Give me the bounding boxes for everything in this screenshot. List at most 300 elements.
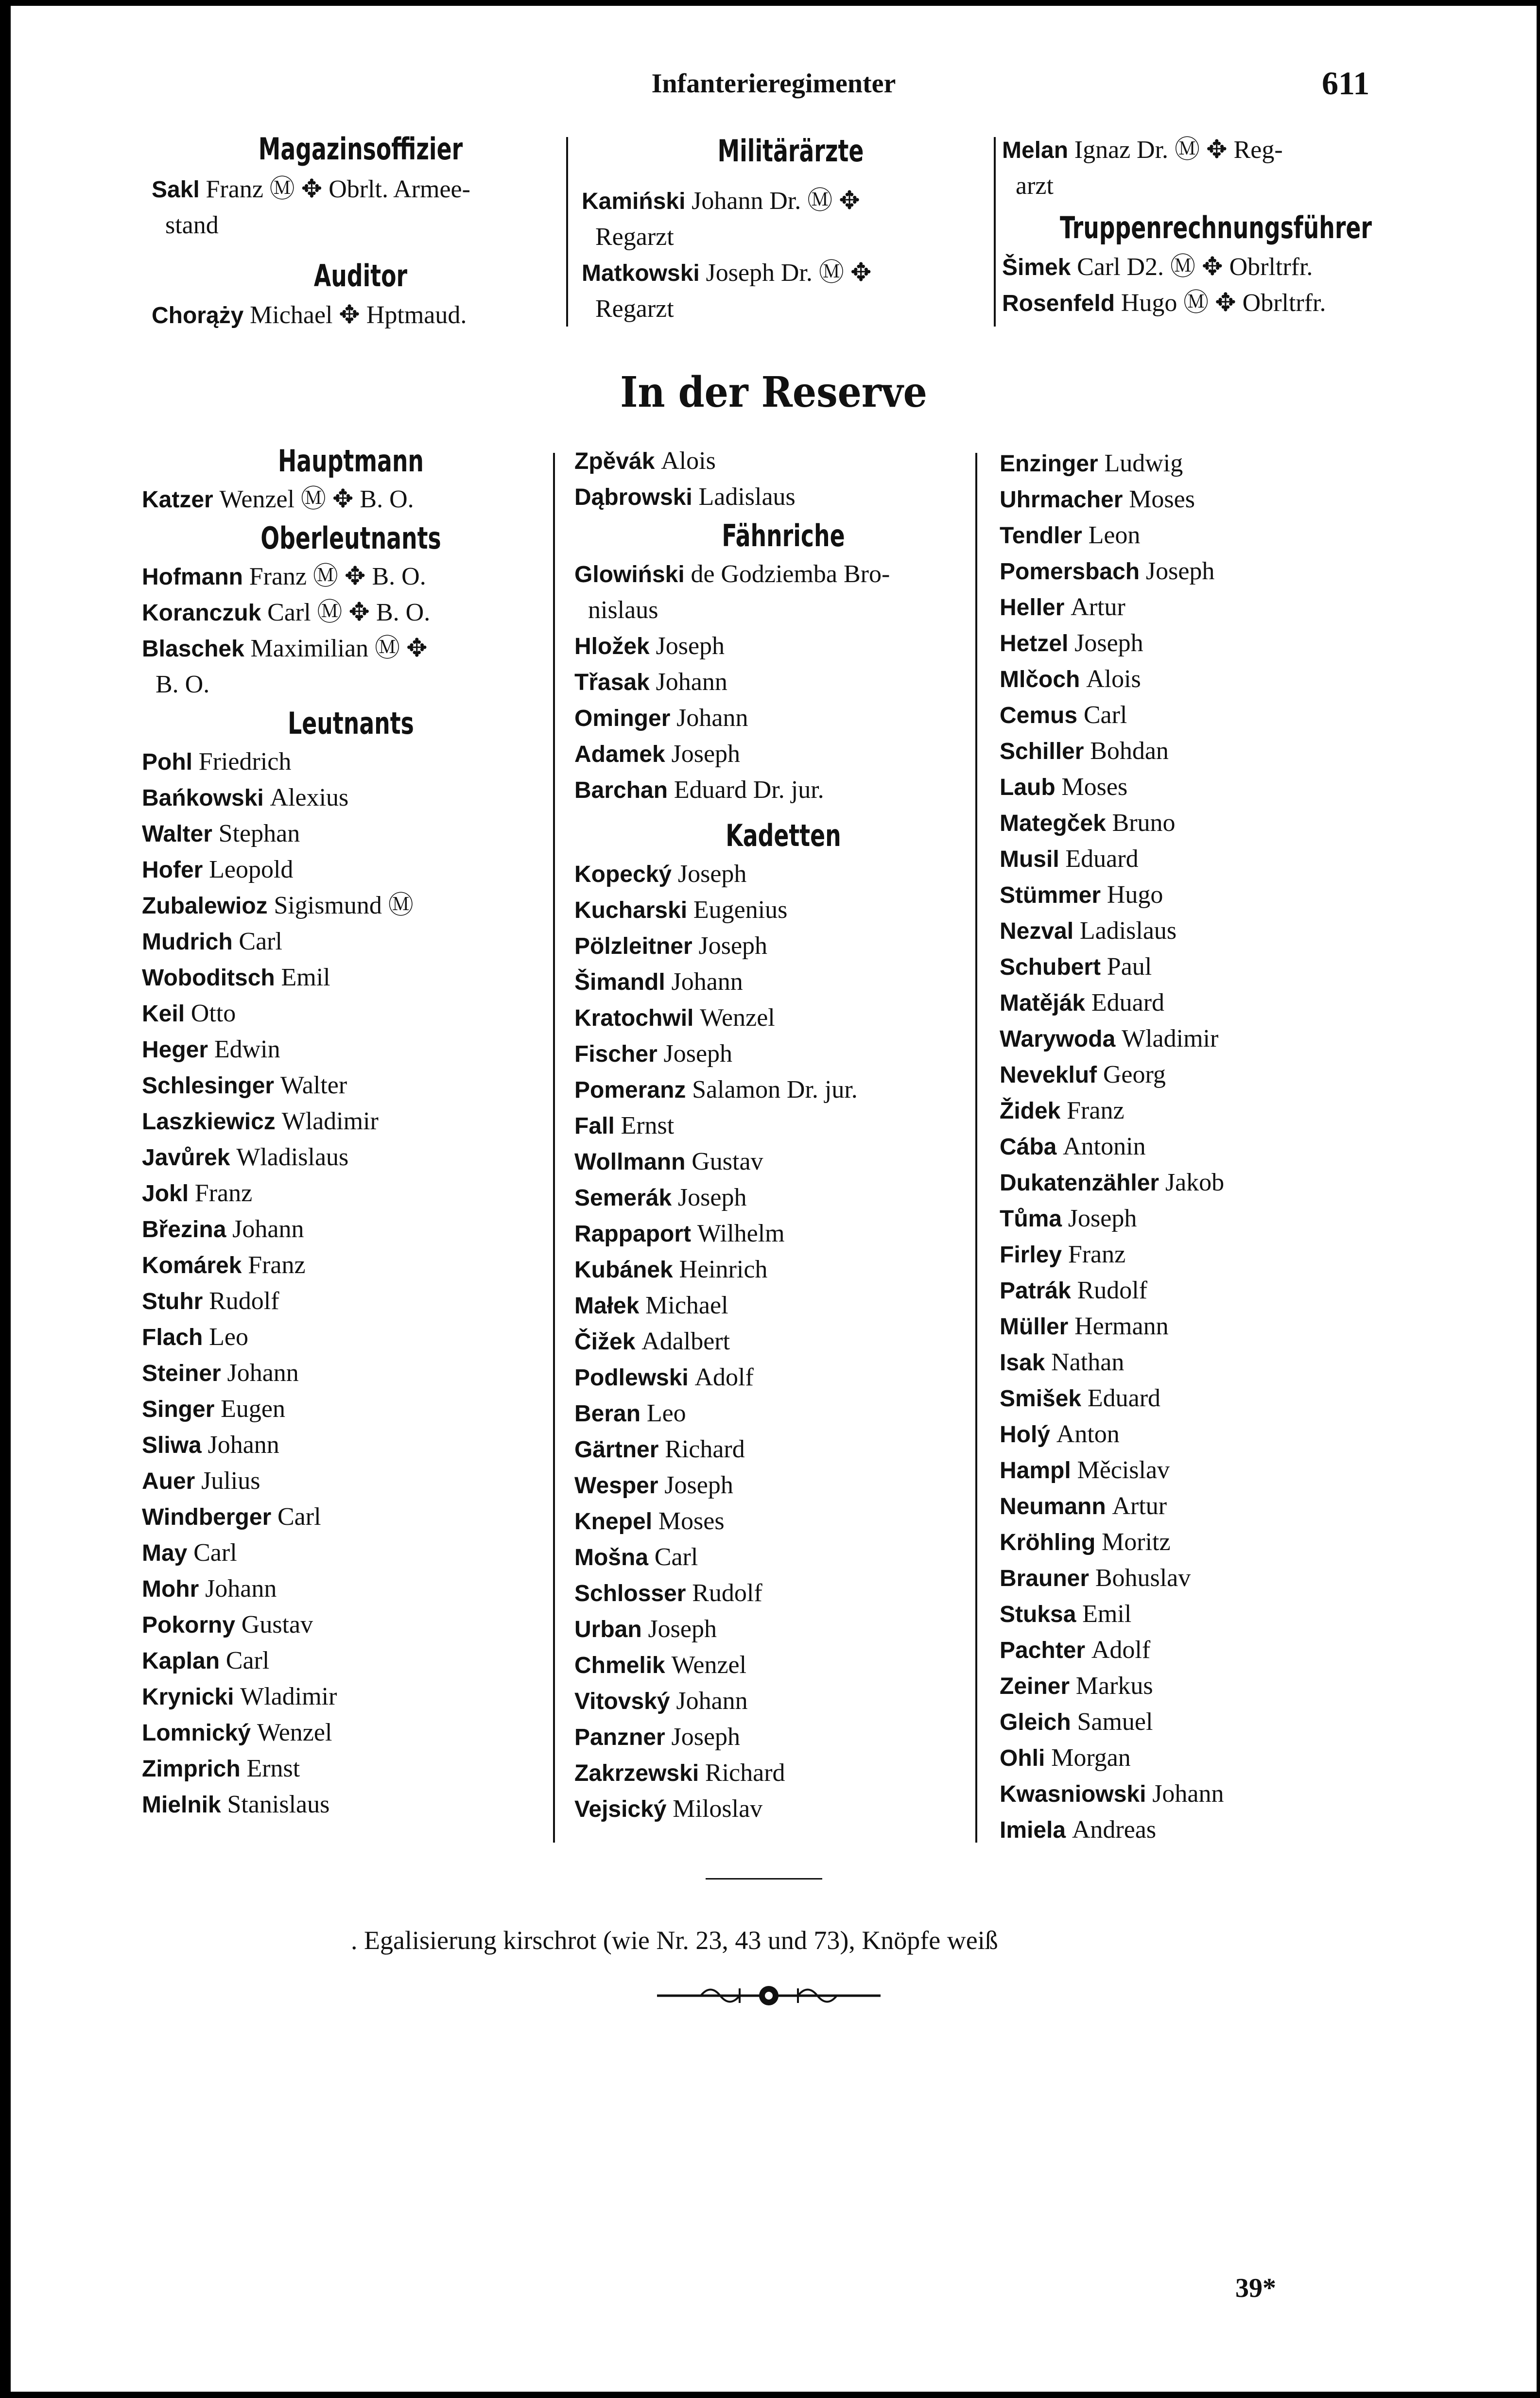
given-name: Salamon xyxy=(692,1076,781,1104)
surname: Jokl xyxy=(142,1181,189,1207)
list-entry xyxy=(582,291,1000,327)
entry-details: ✥ Hptmaud. xyxy=(339,301,467,329)
surname: Knepel xyxy=(574,1509,653,1535)
given-name: Franz xyxy=(206,175,263,203)
given-name: Carl xyxy=(193,1539,237,1567)
entries-reserve-col3 xyxy=(1000,446,1427,1848)
list-entry xyxy=(142,1068,560,1104)
surname: Gärtner xyxy=(574,1437,659,1463)
list-entry xyxy=(1000,1345,1427,1380)
list-entry xyxy=(142,559,560,595)
list-entry xyxy=(574,1647,992,1683)
heading-kadetten: Kadetten xyxy=(726,818,841,853)
surname: Pokorny xyxy=(142,1612,236,1638)
surname: Krynicki xyxy=(142,1684,234,1710)
given-name: Franz xyxy=(249,563,307,590)
surname: Dukatenzähler xyxy=(1000,1170,1159,1196)
entries-melan xyxy=(1002,132,1430,204)
given-name: Walter xyxy=(280,1071,347,1099)
list-entry xyxy=(142,1751,560,1787)
given-name: Alois xyxy=(1086,665,1141,693)
list-entry xyxy=(142,924,560,960)
given-name: Leo xyxy=(209,1323,248,1351)
given-name: Ernst xyxy=(621,1112,675,1139)
surname: Hložek xyxy=(574,634,650,659)
list-entry xyxy=(1000,661,1427,697)
given-name: Johann xyxy=(227,1359,299,1387)
entry-details: Ⓜ ✥ B. O. xyxy=(312,563,426,590)
list-entry xyxy=(574,892,992,928)
surname: Kamiński xyxy=(582,189,686,214)
given-name: Ladislaus xyxy=(698,483,796,511)
top-column-1 xyxy=(152,131,570,333)
list-entry xyxy=(574,1539,992,1575)
given-name: Michael xyxy=(250,301,333,329)
surname: Mohr xyxy=(142,1576,199,1602)
surname: Bańkowski xyxy=(142,785,264,811)
given-name: Eduard xyxy=(1087,1384,1161,1412)
surname: Kopecký xyxy=(574,862,672,887)
list-entry xyxy=(142,780,560,816)
surname: Steiner xyxy=(142,1361,221,1386)
given-name: Eduard xyxy=(1091,989,1165,1017)
given-name: Hugo xyxy=(1107,881,1163,909)
given-name: Johann xyxy=(656,668,727,696)
entry-details: Dr. Ⓜ ✥ xyxy=(780,259,872,287)
page-number: 611 xyxy=(1322,65,1370,102)
surname: Hetzel xyxy=(1000,631,1069,656)
given-name: Eduard xyxy=(1065,845,1139,873)
list-entry xyxy=(1000,1560,1427,1596)
surname: Gleich xyxy=(1000,1709,1071,1735)
list-entry xyxy=(574,1791,992,1827)
surname: Zeiner xyxy=(1000,1673,1070,1699)
list-entry xyxy=(1000,1668,1427,1704)
surname: Singer xyxy=(142,1397,215,1422)
list-entry xyxy=(142,1211,560,1247)
entry-details: Dr. jur. xyxy=(786,1076,858,1104)
given-name: Joseph xyxy=(677,860,747,888)
surname: Pachter xyxy=(1000,1638,1086,1663)
list-entry xyxy=(574,1683,992,1719)
entries-hauptmann xyxy=(142,482,560,518)
given-name: Bohdan xyxy=(1090,737,1169,765)
surname: Komárek xyxy=(142,1253,242,1278)
given-name: Johann xyxy=(671,968,743,996)
surname: Beran xyxy=(574,1401,641,1427)
given-name: Stephan xyxy=(218,820,300,847)
surname: Kwasniowski xyxy=(1000,1781,1146,1807)
surname: Sliwa xyxy=(142,1432,202,1458)
list-entry xyxy=(574,628,992,664)
surname: Fischer xyxy=(574,1041,658,1067)
entries-militaeraerzte xyxy=(582,183,1000,327)
heading-oberleutnants: Oberleutnants xyxy=(260,520,441,556)
list-entry xyxy=(574,1611,992,1647)
given-name: Jakob xyxy=(1165,1169,1225,1196)
surname: Laub xyxy=(1000,775,1056,800)
given-name: stand xyxy=(165,211,219,239)
list-entry xyxy=(574,1216,992,1252)
list-entry xyxy=(574,1324,992,1360)
surname: Patrák xyxy=(1000,1278,1071,1304)
surname: Tendler xyxy=(1000,523,1082,549)
list-entry xyxy=(1000,1021,1427,1057)
given-name: Carl xyxy=(277,1503,321,1531)
given-name: Rudolf xyxy=(209,1287,279,1315)
list-entry xyxy=(152,297,570,333)
list-entry xyxy=(142,1715,560,1751)
list-entry xyxy=(1000,1201,1427,1237)
given-name: Regarzt xyxy=(595,223,674,251)
surname: Windberger xyxy=(142,1504,272,1530)
surname: Hofer xyxy=(142,857,203,883)
list-entry xyxy=(1000,1632,1427,1668)
given-name: Paul xyxy=(1107,953,1152,981)
list-entry xyxy=(142,1104,560,1139)
list-entry xyxy=(142,631,560,667)
entries-faehnriche xyxy=(574,556,992,808)
given-name: Franz xyxy=(194,1179,253,1207)
list-entry xyxy=(1000,1740,1427,1776)
ornament-divider xyxy=(657,1979,881,2013)
column-rule xyxy=(994,137,996,327)
surname: Stuhr xyxy=(142,1289,203,1314)
list-entry xyxy=(574,1360,992,1396)
surname: Panzner xyxy=(574,1725,665,1750)
surname: Schlesinger xyxy=(142,1073,275,1099)
list-entry xyxy=(142,1787,560,1823)
given-name: Wilhelm xyxy=(697,1220,785,1247)
given-name: Ignaz xyxy=(1074,136,1131,164)
surname: Kröhling xyxy=(1000,1530,1096,1555)
surname: Chmelik xyxy=(574,1653,665,1678)
entry-details: Ⓜ ✥ Obrlt. Armee- xyxy=(269,175,470,203)
surname: Keil xyxy=(142,1001,185,1027)
surname: Židek xyxy=(1000,1098,1061,1124)
given-name: Julius xyxy=(201,1467,260,1495)
entry-details: D2. Ⓜ ✥ Obrltrfr. xyxy=(1126,253,1313,281)
list-entry xyxy=(142,1607,560,1643)
given-name: Gustav xyxy=(692,1148,763,1175)
given-name: Joseph xyxy=(656,632,725,660)
list-entry xyxy=(1000,1452,1427,1488)
heading-militaeraerzte: Militärärzte xyxy=(717,133,864,169)
surname: Fall xyxy=(574,1113,615,1139)
given-name: Leo xyxy=(646,1399,686,1427)
list-entry xyxy=(574,700,992,736)
list-entry xyxy=(582,183,1000,219)
surname: Vitovský xyxy=(574,1689,670,1714)
footnote: . Egalisierung kirschrot (wie Nr. 23, 43 und 73), Knöpfe weiß xyxy=(351,1926,998,1955)
list-entry xyxy=(574,1396,992,1432)
list-entry xyxy=(1000,1488,1427,1524)
given-name: Joseph xyxy=(1074,629,1143,657)
list-entry xyxy=(1000,841,1427,877)
list-entry xyxy=(574,856,992,892)
column-rule xyxy=(566,137,568,327)
given-name: Joseph xyxy=(698,932,768,960)
reserve-column-1 xyxy=(142,443,560,1823)
given-name: Wenzel xyxy=(671,1651,747,1679)
surname: Schlosser xyxy=(574,1581,686,1606)
surname: Uhrmacher xyxy=(1000,487,1123,513)
surname: Sakl xyxy=(152,177,200,203)
given-name: Wladimir xyxy=(281,1107,379,1135)
entries-auditor xyxy=(152,297,570,333)
surname: Semerák xyxy=(574,1185,672,1211)
surname: Flach xyxy=(142,1325,203,1350)
entries-magazinsoffizier xyxy=(152,172,570,243)
given-name: Moses xyxy=(658,1507,725,1535)
surname: Stuksa xyxy=(1000,1602,1076,1627)
surname: May xyxy=(142,1540,188,1566)
list-entry xyxy=(142,1571,560,1607)
entry-details: Dr. Ⓜ ✥ xyxy=(769,187,860,215)
list-entry xyxy=(1000,589,1427,625)
surname: Nezval xyxy=(1000,918,1074,944)
given-name: Hugo xyxy=(1121,289,1177,317)
given-name: Leopold xyxy=(209,856,294,883)
heading-truppenrechnungsfuehrer: Truppenrechnungsführer xyxy=(1060,210,1372,245)
surname: Wesper xyxy=(574,1473,658,1499)
given-name: Morgan xyxy=(1051,1744,1131,1772)
surname: Laszkiewicz xyxy=(142,1109,276,1135)
given-name: Regarzt xyxy=(595,295,674,323)
surname: Smišek xyxy=(1000,1386,1082,1412)
surname: Melan xyxy=(1002,138,1069,163)
heading-auditor: Auditor xyxy=(313,258,408,293)
given-name: Friedrich xyxy=(198,748,292,776)
given-name: Johann xyxy=(1152,1780,1224,1808)
list-entry xyxy=(574,772,992,808)
list-entry xyxy=(1000,1776,1427,1812)
heading-hauptmann: Hauptmann xyxy=(278,443,424,479)
list-entry xyxy=(142,1139,560,1175)
surname: Kucharski xyxy=(574,897,688,923)
surname: Mošna xyxy=(574,1545,649,1570)
surname: Ominger xyxy=(574,706,671,731)
given-name: Johann xyxy=(676,704,748,732)
list-entry xyxy=(1000,1309,1427,1345)
surname: Enzinger xyxy=(1000,451,1098,477)
given-name: Wenzel xyxy=(219,485,295,513)
entry-details: Ⓜ ✥ xyxy=(374,635,428,662)
surname: Kaplan xyxy=(142,1648,220,1674)
list-entry xyxy=(574,664,992,700)
surname: Hampl xyxy=(1000,1458,1071,1484)
given-name: Leon xyxy=(1088,521,1141,549)
list-entry xyxy=(1000,1165,1427,1201)
given-name: Johann xyxy=(208,1431,279,1459)
given-name: Nathan xyxy=(1051,1348,1125,1376)
given-name: Joseph xyxy=(1145,557,1215,585)
given-name: Franz xyxy=(248,1251,306,1279)
list-entry xyxy=(1000,805,1427,841)
given-name: Měcislav xyxy=(1077,1456,1170,1484)
given-name: Moritz xyxy=(1102,1528,1171,1556)
given-name: Johann xyxy=(676,1687,748,1715)
surname: Cába xyxy=(1000,1134,1057,1160)
list-entry xyxy=(574,479,992,515)
surname: Zubalewioz xyxy=(142,893,268,919)
surname: Adamek xyxy=(574,742,665,767)
list-entry xyxy=(1000,733,1427,769)
list-entry xyxy=(142,1391,560,1427)
entry-details: Ⓜ ✥ B. O. xyxy=(300,485,414,513)
surname: Březina xyxy=(142,1217,226,1242)
list-entry xyxy=(574,556,992,592)
column-rule xyxy=(975,453,977,1843)
list-entry xyxy=(1000,769,1427,805)
list-entry xyxy=(1000,553,1427,589)
list-entry xyxy=(142,1319,560,1355)
surname: Warywoda xyxy=(1000,1026,1116,1052)
given-name: nislaus xyxy=(588,596,658,624)
list-entry xyxy=(1000,1273,1427,1309)
given-name: Moses xyxy=(1129,485,1195,513)
surname: Lomnický xyxy=(142,1720,251,1746)
surname: Woboditsch xyxy=(142,965,275,991)
surname: Heller xyxy=(1000,595,1065,621)
surname: Pölzleitner xyxy=(574,933,692,959)
given-name: Joseph xyxy=(706,259,775,287)
given-name: Carl xyxy=(1083,701,1127,729)
surname: Čižek xyxy=(574,1329,636,1355)
reserve-heading: In der Reserve xyxy=(620,368,927,417)
given-name: de xyxy=(691,560,715,588)
entry-details: Dr. jur. xyxy=(753,776,824,804)
surname: Matěják xyxy=(1000,990,1086,1016)
list-entry xyxy=(574,443,992,479)
surname: Mielnik xyxy=(142,1792,221,1818)
given-name: Joseph xyxy=(663,1040,733,1068)
given-name: Wladislaus xyxy=(236,1143,349,1171)
reserve-column-2 xyxy=(574,443,992,1827)
given-name: Samuel xyxy=(1077,1708,1153,1736)
given-name: Richard xyxy=(705,1759,785,1787)
list-entry xyxy=(142,667,560,703)
given-name: Joseph xyxy=(648,1615,717,1643)
given-name: Moses xyxy=(1061,773,1128,801)
surname: Kratochwil xyxy=(574,1005,694,1031)
surname: Mudrich xyxy=(142,929,233,955)
given-name: Adalbert xyxy=(641,1328,730,1355)
surname: Heger xyxy=(142,1037,208,1063)
surname: Mategček xyxy=(1000,811,1106,836)
surname: Barchan xyxy=(574,777,668,803)
given-name: Adolf xyxy=(694,1363,754,1391)
separator-rule xyxy=(706,1878,822,1880)
given-name: Joseph xyxy=(1068,1205,1137,1232)
entries-oberleutnants xyxy=(142,559,560,703)
list-entry xyxy=(574,1108,992,1144)
given-name: Eugen xyxy=(221,1395,285,1423)
given-name: Wladimir xyxy=(240,1683,337,1710)
entry-details: Ⓜ ✥ Obrltrfr. xyxy=(1183,289,1326,317)
list-entry xyxy=(1000,482,1427,518)
list-entry xyxy=(142,1535,560,1571)
given-name: Carl xyxy=(239,928,282,955)
given-name: Johann xyxy=(205,1575,277,1603)
given-name: Bohuslav xyxy=(1095,1564,1191,1592)
given-name: Edwin xyxy=(214,1035,280,1063)
given-name: arzt xyxy=(1016,172,1054,200)
list-entry xyxy=(582,255,1000,291)
surname: Pomeranz xyxy=(574,1077,686,1103)
reserve-column-3 xyxy=(1000,446,1427,1848)
running-head: Infanterieregimenter xyxy=(651,69,896,99)
given-name: Johann xyxy=(692,187,763,215)
surname: Isak xyxy=(1000,1350,1045,1376)
surname: Musil xyxy=(1000,846,1059,872)
given-name: Emil xyxy=(281,964,330,991)
top-column-3 xyxy=(1002,132,1430,321)
list-entry xyxy=(1000,1380,1427,1416)
surname: Nevekluf xyxy=(1000,1062,1097,1088)
list-entry xyxy=(142,1283,560,1319)
list-entry xyxy=(574,1036,992,1072)
list-entry xyxy=(574,1719,992,1755)
list-entry xyxy=(152,207,570,243)
list-entry xyxy=(1002,285,1430,321)
list-entry xyxy=(1000,913,1427,949)
list-entry xyxy=(1000,1129,1427,1165)
top-column-2 xyxy=(582,133,1000,327)
signature-mark: 39* xyxy=(1235,2273,1276,2303)
list-entry xyxy=(1000,1812,1427,1848)
given-name: Otto xyxy=(190,1000,236,1027)
surname: Auer xyxy=(142,1468,195,1494)
surname: Matkowski xyxy=(582,260,700,286)
list-entry xyxy=(574,964,992,1000)
list-entry xyxy=(142,1499,560,1535)
column-rule xyxy=(553,453,555,1843)
given-name: Carl xyxy=(1077,253,1121,281)
surname: Wollmann xyxy=(574,1149,686,1175)
heading-leutnants: Leutnants xyxy=(288,706,414,741)
given-name: Joseph xyxy=(671,1723,741,1751)
given-name: Maximilian xyxy=(250,635,369,662)
list-entry xyxy=(574,1252,992,1288)
list-entry xyxy=(1002,132,1430,168)
list-entry xyxy=(142,1032,560,1068)
given-name: Joseph xyxy=(671,740,741,768)
given-name: Markus xyxy=(1075,1672,1153,1700)
given-name: Wenzel xyxy=(257,1719,332,1746)
surname: Mlčoch xyxy=(1000,667,1080,692)
list-entry xyxy=(142,744,560,780)
list-entry xyxy=(142,852,560,888)
list-entry xyxy=(574,1144,992,1180)
list-entry xyxy=(1000,949,1427,985)
list-entry xyxy=(142,816,560,852)
list-entry xyxy=(574,1755,992,1791)
given-name: Artur xyxy=(1071,593,1125,621)
surname: Zpěvák xyxy=(574,449,655,474)
given-name: Adolf xyxy=(1091,1636,1151,1664)
entries-truppenrechnungsfuehrer xyxy=(1002,249,1430,321)
surname: Dąbrowski xyxy=(574,484,692,510)
surname: Kubánek xyxy=(574,1257,673,1283)
list-entry xyxy=(1000,1524,1427,1560)
list-entry xyxy=(1000,1057,1427,1093)
given-name: Georg xyxy=(1103,1061,1166,1088)
list-entry xyxy=(574,1467,992,1503)
list-entry xyxy=(574,1072,992,1108)
list-entry xyxy=(142,1463,560,1499)
given-name: Rudolf xyxy=(1077,1277,1147,1304)
